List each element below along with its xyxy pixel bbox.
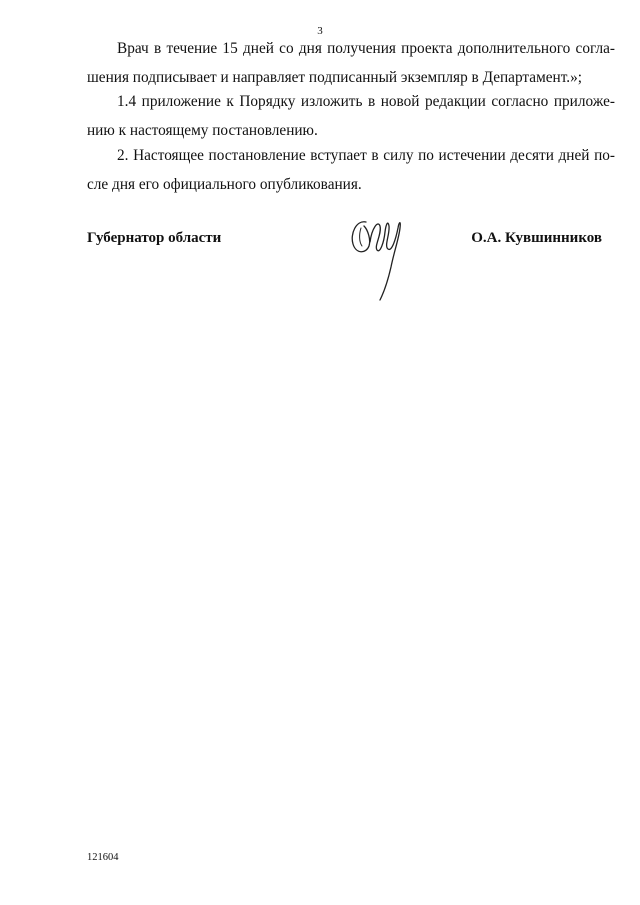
paragraph-line: сле дня его официального опубликования.: [87, 176, 362, 193]
page-number: 3: [317, 25, 323, 37]
paragraph-line: нию к настоящему постановлению.: [87, 122, 318, 139]
paragraph-appendix: [87, 87, 615, 145]
signatory-title: Губернатор области: [87, 230, 222, 246]
paragraph-line: Врач в течение 15 дней со дня получения проекта дополнительного согла-: [117, 40, 615, 57]
paragraph-effective-date: [87, 141, 615, 199]
handwritten-signature-icon: [344, 212, 408, 304]
paragraph-agreement: [87, 34, 615, 92]
paragraph-line: 2. Настоящее постановление вступает в силу по истечении десяти дней по-: [117, 147, 615, 164]
paragraph-line: шения подписывает и направляет подписанный экземпляр в Департамент.»;: [87, 69, 582, 86]
signatory-name: О.А. Кувшинников: [471, 230, 602, 246]
paragraph-line: 1.4 приложение к Порядку изложить в новой редакции согласно приложе-: [117, 93, 615, 110]
document-code: 121604: [87, 852, 119, 863]
